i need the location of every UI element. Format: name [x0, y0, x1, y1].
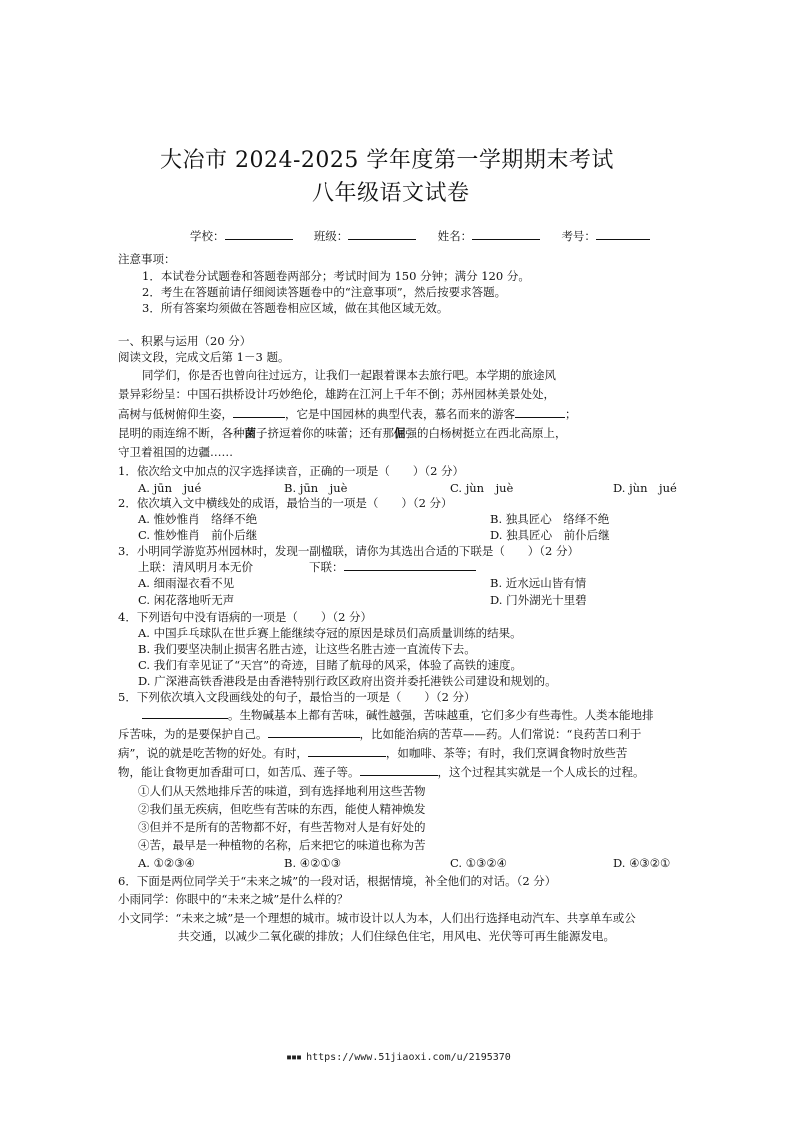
question-stem: 6．下面是两位同学关于“未来之城”的一段对话，根据情境，补全他们的对话。（2 分） [118, 874, 557, 888]
option-b[interactable]: B. 独具匠心 络绎不绝 [490, 512, 610, 526]
passage-line: 高树与低树俯仰生姿， ，它是中国园林的典型代表，慕名而来的游客 ； [118, 407, 577, 421]
question-stem: 1．依次给文中加点的汉字选择读音，正确的一项是（ ）（2 分） [118, 464, 465, 478]
option-c[interactable]: C. 我们有幸见证了“天宫”的奇迹，目睹了航母的风采，体验了高铁的速度。 [138, 658, 522, 672]
option-d[interactable]: D. 门外湖光十里碧 [490, 593, 587, 607]
option-c[interactable]: C. ①③②④ [450, 856, 507, 870]
passage-line: 昆明的雨连绵不断，各种菌子挤逗着你的味蕾；还有那倔强的白杨树挺立在西北高原上， [118, 426, 567, 440]
fill-blank[interactable] [308, 755, 386, 757]
option-d[interactable]: D. ④③②① [613, 856, 671, 870]
fill-blank[interactable] [233, 416, 285, 418]
q5-passage-line: 物，能让食物更加香甜可口，如苦瓜、莲子等。 ，这个过程其实就是一个人成长的过程。 [118, 765, 645, 779]
option-a[interactable]: A. ①②③④ [138, 856, 195, 870]
watermark-url[interactable]: ▪▪▪ https://www.51jiaoxi.com/u/2195370 [286, 1052, 511, 1063]
option-d[interactable]: D. 广深港高铁香港段是由香港特别行政区政府出资并委托港铁公司建设和规划的。 [138, 674, 557, 688]
class-label: 班级： [313, 229, 349, 243]
passage-line: 同学们，你是否也曾向往过远方，让我们一起跟着课本去旅行吧。本学期的旅途风 [142, 368, 556, 382]
q5-passage-line: 病”，说的就是吃苦物的好处。有时， ，如咖啡、茶等；有时，我们烹调食物时放些苦 [118, 746, 628, 760]
option-a[interactable]: A. 中国乒乓球队在世乒赛上能继续夺冠的原因是球员们高质量训练的结果。 [138, 626, 522, 640]
option-b[interactable]: B. 我们要坚决制止损害名胜古迹，让这些名胜古迹一直流传下去。 [138, 642, 476, 656]
fill-blank[interactable] [142, 717, 228, 719]
q5-passage-line: 。生物碱基本上都有苦味，碱性越强，苦味越重，它们多少有些毒性。人类本能地排 [142, 707, 654, 723]
notice-heading: 注意事项： [118, 252, 176, 266]
option-b[interactable]: B. 近水远山皆有情 [490, 576, 587, 590]
dotted-char: 倔 [394, 426, 406, 440]
fill-blank[interactable] [268, 736, 360, 738]
dialogue-line: 共交通，以减少二氧化碳的排放；人们住绿色住宅，用风电、光伏等可再生能源发电。 [178, 929, 615, 943]
passage-line: 守卫着祖国的边疆…… [118, 445, 233, 459]
fill-blank[interactable] [515, 416, 565, 418]
school-input-line[interactable] [225, 238, 293, 240]
notice-item: 3．所有答案均须做在答题卷相应区域，做在其他区域无效。 [142, 301, 449, 315]
section-heading: 一、积累与运用（20 分） [118, 334, 252, 348]
option-a[interactable]: A. jūn jué [138, 481, 202, 495]
option-d[interactable]: D. 独具匠心 前仆后继 [490, 528, 610, 542]
q5-passage-line: 斥苦味，为的是要保护自己。 ，比如能治病的苦草——药。人们常说：“良药苦口利于 [118, 727, 642, 741]
option-b[interactable]: B. ④②①③ [284, 856, 342, 870]
sentence-option: ③但并不是所有的苦物都不好，有些苦物对人是有好处的 [138, 820, 426, 834]
sentence-option: ④苦，最早是一种植物的名称，后来把它的味道也称为苦 [138, 838, 426, 852]
couplet-upper: 上联：清风明月本无价 [138, 560, 253, 574]
sentence-option: ①人们从天然地排斥苦的味道，到有选择地利用这些苦物 [138, 784, 426, 798]
number-label: 考号： [561, 229, 596, 243]
fill-blank[interactable] [360, 774, 438, 776]
option-b[interactable]: B. jūn juè [284, 481, 348, 495]
option-d[interactable]: D. jùn jué [613, 481, 677, 495]
class-input-line[interactable] [348, 238, 416, 240]
school-label: 学校： [190, 229, 225, 243]
option-a[interactable]: A. 细雨湿衣看不见 [138, 576, 235, 590]
option-c[interactable]: C. jùn juè [450, 481, 514, 495]
question-stem: 2．依次填入文中横线处的成语，最恰当的一项是（ ）（2 分） [118, 496, 453, 510]
passage-line: 景异彩纷呈：中国石拱桥设计巧妙绝伦，雄跨在江河上千年不倒；苏州园林美景处处， [118, 387, 555, 401]
option-c[interactable]: C. 闲花落地听无声 [138, 593, 235, 607]
question-stem: 5．下列依次填入文段画线处的句子，最恰当的一项是（ ）（2 分） [118, 690, 476, 704]
name-input-line[interactable] [472, 238, 540, 240]
question-stem: 3．小明同学游览苏州园林时，发现一副楹联，请你为其选出合适的下联是（ ）（2 分） [118, 544, 580, 558]
notice-item: 2．考生在答题前请仔细阅读答题卷中的“注意事项”，然后按要求答题。 [142, 285, 507, 299]
reading-intro: 阅读文段，完成文后第 1－3 题。 [118, 350, 290, 364]
couplet-answer-line[interactable] [344, 569, 476, 571]
exam-title-line2: 八年级语文试卷 [312, 181, 470, 206]
dialogue-line: 小雨同学：你眼中的“未来之城”是什么样的？ [118, 892, 349, 906]
couplet-lower-label: 下联： [309, 560, 344, 574]
info-fields [190, 228, 650, 244]
question-stem: 4．下列语句中没有语病的一项是（ ）（2 分） [118, 610, 373, 624]
exam-title-line1: 大冶市 2024-2025 学年度第一学期期末考试 [160, 148, 614, 173]
option-c[interactable]: C. 惟妙惟肖 前仆后继 [138, 528, 258, 542]
notice-item: 1．本试卷分试题卷和答题卷两部分；考试时间为 150 分钟；满分 120 分。 [142, 269, 530, 283]
number-input-line[interactable] [596, 238, 650, 240]
couplet-line [138, 559, 476, 575]
sentence-option: ②我们虽无疾病，但吃些有苦味的东西，能使人精神焕发 [138, 802, 426, 816]
option-a[interactable]: A. 惟妙惟肖 络绎不绝 [138, 512, 258, 526]
dotted-char: 菌 [244, 426, 256, 440]
name-label: 姓名： [437, 229, 473, 243]
dialogue-line: 小文同学：“未来之城”是一个理想的城市。城市设计以人为本，人们出行选择电动汽车、共享单车或公 [118, 911, 636, 925]
